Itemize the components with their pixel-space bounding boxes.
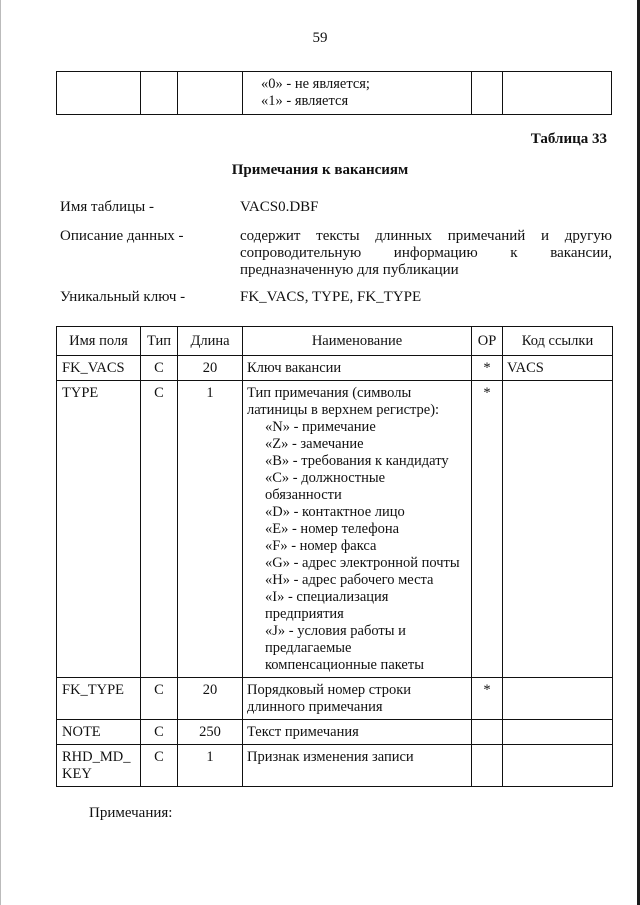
field-name: TYPE xyxy=(57,381,141,678)
code-line: компенсационные пакеты xyxy=(265,657,424,673)
code-line: предлагаемые xyxy=(265,640,352,656)
table-row xyxy=(57,678,613,720)
field-name xyxy=(57,745,141,787)
field-length: 20 xyxy=(178,356,243,381)
description-line: латиницы в верхнем регистре): xyxy=(247,402,440,418)
field-type: C xyxy=(141,720,178,745)
column-header: ОР xyxy=(472,327,503,356)
field-description xyxy=(243,381,472,678)
field-length: 250 xyxy=(178,720,243,745)
field-ref xyxy=(503,745,613,787)
description-text xyxy=(240,228,612,279)
page-number: 59 xyxy=(312,30,328,46)
code-line: «C» - должностные xyxy=(265,470,386,486)
field-name-line: KEY xyxy=(62,766,92,782)
field-name: FK_VACS xyxy=(57,356,141,381)
description-line: содержит тексты длинных примечаний и другую xyxy=(240,228,612,244)
code-line: «H» - адрес рабочего места xyxy=(265,572,434,588)
field-required: * xyxy=(472,678,503,720)
field-type: C xyxy=(141,745,178,787)
description-line: Порядковый номер строки xyxy=(247,682,412,698)
table-row xyxy=(57,72,612,115)
field-description xyxy=(243,678,472,720)
field-description: Признак изменения записи xyxy=(243,745,472,787)
table-row xyxy=(57,720,613,745)
table-row xyxy=(57,381,613,678)
code-line: «G» - адрес электронной почты xyxy=(265,555,460,571)
table-number: Таблица 33 xyxy=(530,131,607,147)
code-line: «I» - специализация xyxy=(265,589,389,605)
field-description: Ключ вакансии xyxy=(243,356,472,381)
code-line: «Z» - замечание xyxy=(265,436,364,452)
column-header: Код ссылки xyxy=(503,327,613,356)
field-ref xyxy=(503,381,613,678)
field-type: C xyxy=(141,381,178,678)
field-type: C xyxy=(141,356,178,381)
table-row xyxy=(57,745,613,787)
table-name-label: Имя таблицы - xyxy=(60,199,154,215)
field-ref xyxy=(503,678,613,720)
description-label: Описание данных - xyxy=(60,228,184,244)
field-ref: VACS xyxy=(503,356,613,381)
field-name-line: RHD_MD_ xyxy=(62,749,131,765)
field-required xyxy=(472,745,503,787)
field-required: * xyxy=(472,381,503,678)
scan-left-edge xyxy=(0,0,1,905)
description-line: сопроводительную информацию к вакансии, xyxy=(240,245,612,261)
code-line: «B» - требования к кандидату xyxy=(265,453,449,469)
notes-label: Примечания: xyxy=(89,805,173,821)
field-name: FK_TYPE xyxy=(57,678,141,720)
column-header: Тип xyxy=(141,327,178,356)
field-ref xyxy=(503,720,613,745)
table-header-row xyxy=(57,327,613,356)
code-line: «D» - контактное лицо xyxy=(265,504,405,520)
description-line: предназначенную для публикации xyxy=(240,262,459,278)
field-length: 1 xyxy=(178,745,243,787)
field-length: 1 xyxy=(178,381,243,678)
code-line: «J» - условия работы и xyxy=(265,623,406,639)
fields-table xyxy=(56,326,613,787)
field-type: C xyxy=(141,678,178,720)
table-title: Примечания к вакансиям xyxy=(231,162,409,178)
field-name: NOTE xyxy=(57,720,141,745)
field-description: Текст примечания xyxy=(243,720,472,745)
field-required: * xyxy=(472,356,503,381)
value-line: «1» - является xyxy=(261,93,349,109)
unique-key-label: Уникальный ключ - xyxy=(60,289,186,305)
code-line: «F» - номер факса xyxy=(265,538,377,554)
value-line: «0» - не является; xyxy=(261,76,370,92)
field-length: 20 xyxy=(178,678,243,720)
column-header: Имя поля xyxy=(57,327,141,356)
table-name-value: VACS0.DBF xyxy=(240,199,319,215)
previous-table-fragment xyxy=(56,71,612,115)
description-line: Тип примечания (символы xyxy=(247,385,412,401)
field-required xyxy=(472,720,503,745)
column-header: Наименование xyxy=(243,327,472,356)
column-header: Длина xyxy=(178,327,243,356)
code-line: обязанности xyxy=(265,487,342,503)
code-line: предприятия xyxy=(265,606,344,622)
unique-key-value: FK_VACS, TYPE, FK_TYPE xyxy=(240,289,422,305)
code-line: «N» - примечание xyxy=(265,419,376,435)
table-row xyxy=(57,356,613,381)
description-line: длинного примечания xyxy=(247,699,383,715)
code-line: «E» - номер телефона xyxy=(265,521,400,537)
